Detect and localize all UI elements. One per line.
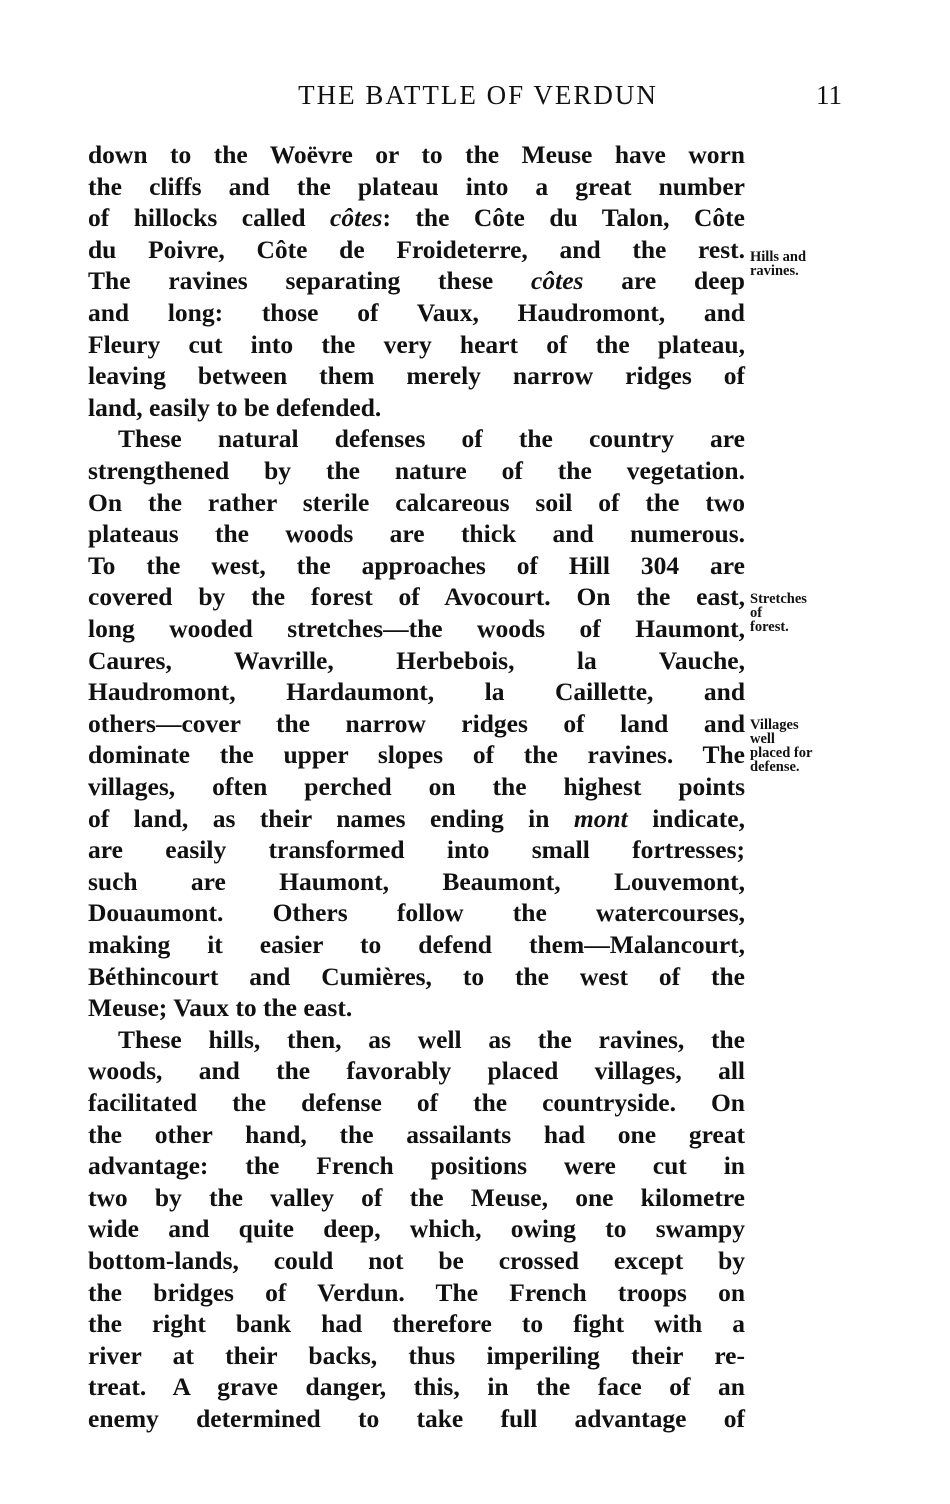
italic-text: côtes — [330, 203, 383, 233]
margin-note-line: well — [750, 731, 775, 747]
text-segment: wide and quite deep, which, owing to swampy — [88, 1214, 745, 1244]
text-segment: plateaus the woods are thick and numerous. — [88, 519, 745, 549]
text-line — [88, 329, 745, 361]
text-segment: strengthened by the nature of the vegetation. — [88, 456, 745, 485]
text-line — [88, 1119, 745, 1151]
text-line — [88, 1371, 745, 1403]
text-segment: facilitated the defense of the countryside. On — [88, 1088, 745, 1117]
text-segment: enemy determined to take full advantage of — [88, 1404, 745, 1433]
text-segment: : the Côte du Talon, Côte — [382, 203, 745, 233]
text-segment: are deep — [583, 266, 745, 296]
text-segment: These natural defenses of the country are — [118, 424, 745, 454]
running-title: THE BATTLE OF VERDUN — [298, 80, 658, 110]
text-line — [88, 139, 745, 171]
text-segment: the cliffs and the plateau into a great number — [88, 171, 745, 201]
text-line — [88, 360, 745, 392]
text-segment: villages, often perched on the highest points — [88, 772, 745, 801]
text-line — [118, 1024, 745, 1056]
margin-note-line: placed for — [750, 745, 813, 761]
text-segment: down to the Woëvre or to the Meuse have worn — [88, 140, 745, 169]
text-line — [88, 202, 745, 234]
text-segment: leaving between them merely narrow ridges of — [88, 361, 745, 391]
text-segment: such are Haumont, Beaumont, Louvemont, — [88, 866, 745, 896]
text-segment: of hillocks called — [88, 203, 331, 233]
text-segment: These hills, then, as well as the ravines, the — [118, 1024, 745, 1054]
text-segment: the other hand, the assailants had one great — [88, 1119, 745, 1149]
text-segment: Fleury cut into the very heart of the plateau, — [88, 329, 745, 359]
text-line — [88, 992, 745, 1024]
text-line — [88, 1213, 745, 1245]
text-line — [88, 265, 745, 297]
text-segment: the bridges of Verdun. The French troops on — [88, 1277, 745, 1307]
text-line — [88, 1182, 745, 1214]
text-segment: Douaumont. Others follow the watercourses, — [88, 898, 745, 928]
text-line — [88, 834, 745, 866]
text-segment: indicate, — [627, 803, 745, 833]
text-line — [88, 234, 745, 266]
margin-note-line: of — [750, 605, 763, 621]
text-line — [88, 929, 745, 961]
text-line — [88, 1150, 745, 1182]
text-line — [88, 518, 745, 550]
text-segment: the right bank had therefore to fight with a — [88, 1309, 745, 1339]
text-segment: woods, and the favorably placed villages, all — [88, 1056, 745, 1086]
text-segment: The ravines separating these — [88, 266, 532, 296]
text-segment: long wooded stretches—the woods of Haumont, — [88, 614, 745, 643]
text-line — [88, 581, 745, 613]
text-line — [88, 613, 745, 645]
text-line — [88, 487, 745, 519]
text-segment: are easily transformed into small fortresses; — [88, 835, 745, 865]
text-line — [88, 550, 745, 582]
text-segment: making it easier to defend them—Malancourt, — [88, 930, 745, 959]
text-line — [88, 1277, 745, 1309]
text-segment: advantage: the French positions were cut in — [88, 1151, 745, 1181]
text-segment: Meuse; Vaux to the east. — [88, 993, 353, 1023]
text-segment: On the rather sterile calcareous soil of the two — [88, 487, 745, 517]
text-line — [88, 171, 745, 203]
margin-note-line: ravines. — [750, 263, 799, 279]
text-line — [88, 708, 745, 740]
text-line — [88, 961, 745, 993]
text-segment: land, easily to be defended. — [88, 392, 382, 422]
text-segment: others—cover the narrow ridges of land and — [88, 708, 745, 738]
text-line — [88, 297, 745, 329]
text-segment: To the west, the approaches of Hill 304 are — [88, 550, 745, 580]
text-segment: Béthincourt and Cumières, to the west of the — [88, 961, 745, 991]
italic-text: mont — [573, 803, 628, 833]
text-line — [88, 676, 745, 708]
italic-text: côtes — [531, 266, 584, 296]
text-line — [88, 1087, 745, 1119]
text-segment: du Poivre, Côte de Froideterre, and the rest. — [88, 234, 745, 264]
margin-note-line: Stretches — [750, 591, 807, 607]
text-segment: bottom-lands, could not be crossed except by — [88, 1246, 745, 1275]
margin-note-line: Villages — [750, 717, 799, 733]
text-line — [88, 1055, 745, 1087]
text-segment: two by the valley of the Meuse, one kilometre — [88, 1182, 745, 1212]
text-line — [88, 1245, 745, 1277]
margin-note-line: defense. — [750, 759, 800, 775]
text-segment: dominate the upper slopes of the ravines. The — [88, 740, 745, 770]
text-segment: treat. A grave danger, this, in the face of an — [88, 1372, 745, 1402]
text-segment: Haudromont, Hardaumont, la Caillette, and — [88, 677, 745, 707]
text-line — [88, 1403, 745, 1435]
text-segment: Caures, Wavrille, Herbebois, la Vauche, — [88, 645, 745, 675]
text-line — [88, 455, 745, 487]
text-line — [88, 803, 745, 835]
text-line — [88, 771, 745, 803]
text-segment: and long: those of Vaux, Haudromont, and — [88, 298, 745, 327]
text-line — [88, 1340, 745, 1372]
text-segment: river at their backs, thus imperiling their re- — [88, 1340, 745, 1370]
text-line — [88, 897, 745, 929]
text-line — [88, 645, 745, 677]
text-line — [118, 423, 745, 455]
text-line — [88, 392, 745, 424]
text-line — [88, 739, 745, 771]
margin-note-line: Hills and — [750, 249, 807, 265]
text-line — [88, 1308, 745, 1340]
text-line — [88, 866, 745, 898]
page-number: 11 — [816, 80, 842, 110]
margin-note-line: forest. — [750, 619, 789, 635]
text-segment: of land, as their names ending in — [88, 803, 574, 833]
text-segment: covered by the forest of Avocourt. On the east, — [88, 582, 745, 612]
